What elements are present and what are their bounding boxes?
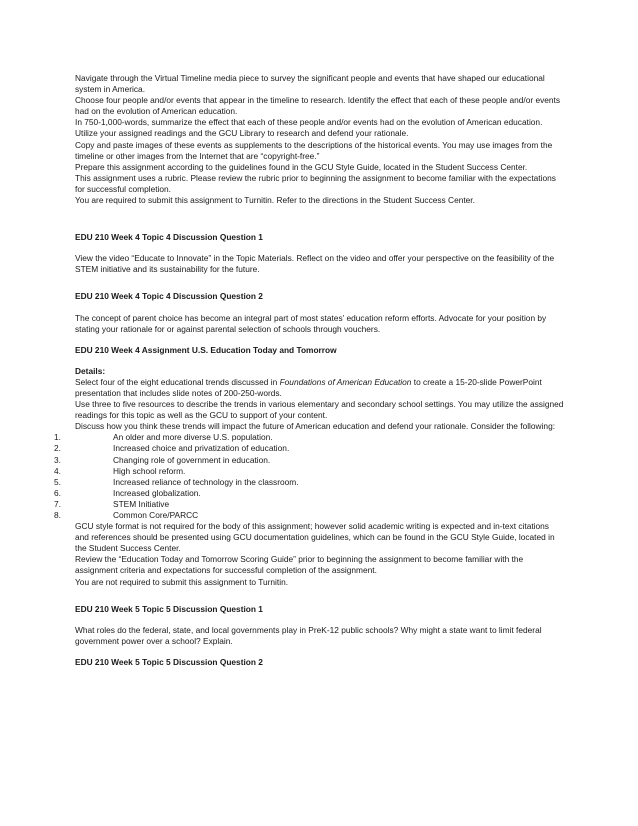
section-body: What roles do the federal, state, and local governments play in PreK-12 public schools? Why might a state want to limit federal government power over a school? Explain.	[75, 624, 542, 646]
document-content	[54, 73, 565, 668]
section-heading: EDU 210 Week 4 Topic 4 Discussion Question 2	[75, 291, 263, 302]
list-number: 7.	[54, 498, 61, 509]
list-item	[54, 510, 565, 521]
list-number: 6.	[54, 487, 61, 498]
intro-paragraph: Navigate through the Virtual Timeline media piece to survey the significant people and events that have shaped our educational system in America.	[75, 73, 545, 95]
assignment-discuss: Discuss how you think these trends will impact the future of American education and defend your rationale. Consider the following:	[75, 421, 556, 432]
intro-paragraph: Copy and paste images of these events as supplements to the descriptions of the historical events. You may use images from the timeline or other images from the Internet that are “copyright-free.”	[75, 139, 553, 161]
select-text-post: to create a 15-20-slide PowerPoint presentation that includes slide notes of 200-250-words.	[75, 376, 542, 398]
list-item	[54, 454, 565, 466]
section-heading: EDU 210 Week 5 Topic 5 Discussion Question 2	[75, 656, 263, 667]
list-text: Increased reliance of technology in the classroom.	[113, 476, 299, 487]
intro-paragraph: You are required to submit this assignment to Turnitin. Refer to the directions in the Student Success Center.	[75, 195, 475, 206]
list-text: Increased choice and privatization of education.	[113, 443, 290, 454]
assignment-style: GCU style format is not required for the body of this assignment; however solid academic writing is expected and in-text citations and references should be presented using GCU documentation guidelines, which can be found in the GCU Style Guide, located in the Student Success Center.	[75, 521, 555, 554]
list-item	[54, 432, 565, 443]
intro-paragraph: This assignment uses a rubric. Please review the rubric prior to beginning the assignment to become familiar with the expectations for successful completion.	[75, 172, 556, 194]
section-body: The concept of parent choice has become an integral part of most states’ education reform efforts. Advocate for your position by stating your rationale for or against parental selection of schools through vouchers.	[75, 312, 547, 334]
list-number: 3.	[54, 454, 61, 465]
week4-assignment	[54, 344, 565, 588]
list-text: STEM Initiative	[113, 498, 170, 509]
list-number: 5.	[54, 476, 61, 487]
section-heading: EDU 210 Week 4 Assignment U.S. Education Today and Tomorrow	[75, 344, 337, 355]
list-number: 8.	[54, 510, 61, 520]
section-heading: EDU 210 Week 4 Topic 4 Discussion Question 1	[75, 232, 263, 243]
assignment-submit: You are not required to submit this assignment to Turnitin.	[75, 576, 289, 587]
intro-paragraph: Utilize your assigned readings and the GCU Library to research and defend your rationale.	[75, 128, 409, 139]
assignment-select-paragraph	[75, 377, 565, 399]
list-item	[54, 498, 565, 510]
list-item	[54, 476, 565, 488]
assignment-resources: Use three to five resources to describe the trends in various elementary and secondary school settings. You may utilize the assigned readings for this topic as well as the GCU to support of your content.	[75, 399, 564, 421]
list-item	[54, 443, 565, 454]
list-text: High school reform.	[113, 465, 186, 476]
intro-instructions	[75, 73, 565, 206]
assignment-review: Review the “Education Today and Tomorrow Scoring Guide” prior to beginning the assignment to become familiar with the assignment criteria and expectations for successful completion of the assignment.	[75, 554, 524, 576]
intro-paragraph: Prepare this assignment according to the guidelines found in the GCU Style Guide, located in the Student Success Center.	[75, 161, 528, 172]
list-text: Changing role of government in education.	[113, 454, 271, 465]
week4-discussion-2	[75, 291, 565, 334]
details-label: Details:	[75, 365, 106, 376]
list-number: 4.	[54, 465, 61, 476]
list-text: Common Core/PARCC	[113, 510, 199, 520]
week5-discussion-2	[75, 657, 565, 668]
list-item	[54, 487, 565, 499]
list-text: An older and more diverse U.S. population.	[113, 432, 273, 443]
list-number: 2.	[54, 443, 61, 454]
trends-list	[54, 432, 565, 521]
section-body: View the video “Educate to Innovate” in the Topic Materials. Reflect on the video and offer your perspective on the feasibility of the STEM initiative and its sustainability for the future.	[75, 253, 555, 275]
section-heading: EDU 210 Week 5 Topic 5 Discussion Question 1	[75, 603, 263, 614]
list-item	[54, 465, 565, 477]
select-text-pre: Select four of the eight educational trends discussed in	[75, 376, 280, 387]
intro-paragraph: In 750-1,000-words, summarize the effect that each of these people and/or events had on the evolution of American education.	[75, 117, 543, 128]
intro-paragraph: Choose four people and/or events that appear in the timeline to research. Identify the effect that each of these people and/or events had on the evolution of American education.	[75, 95, 561, 117]
list-number: 1.	[54, 432, 61, 443]
book-title: Foundations of American Education	[279, 376, 412, 387]
week4-discussion-1	[75, 232, 565, 275]
list-text: Increased globalization.	[113, 487, 201, 498]
week5-discussion-1	[75, 604, 565, 647]
